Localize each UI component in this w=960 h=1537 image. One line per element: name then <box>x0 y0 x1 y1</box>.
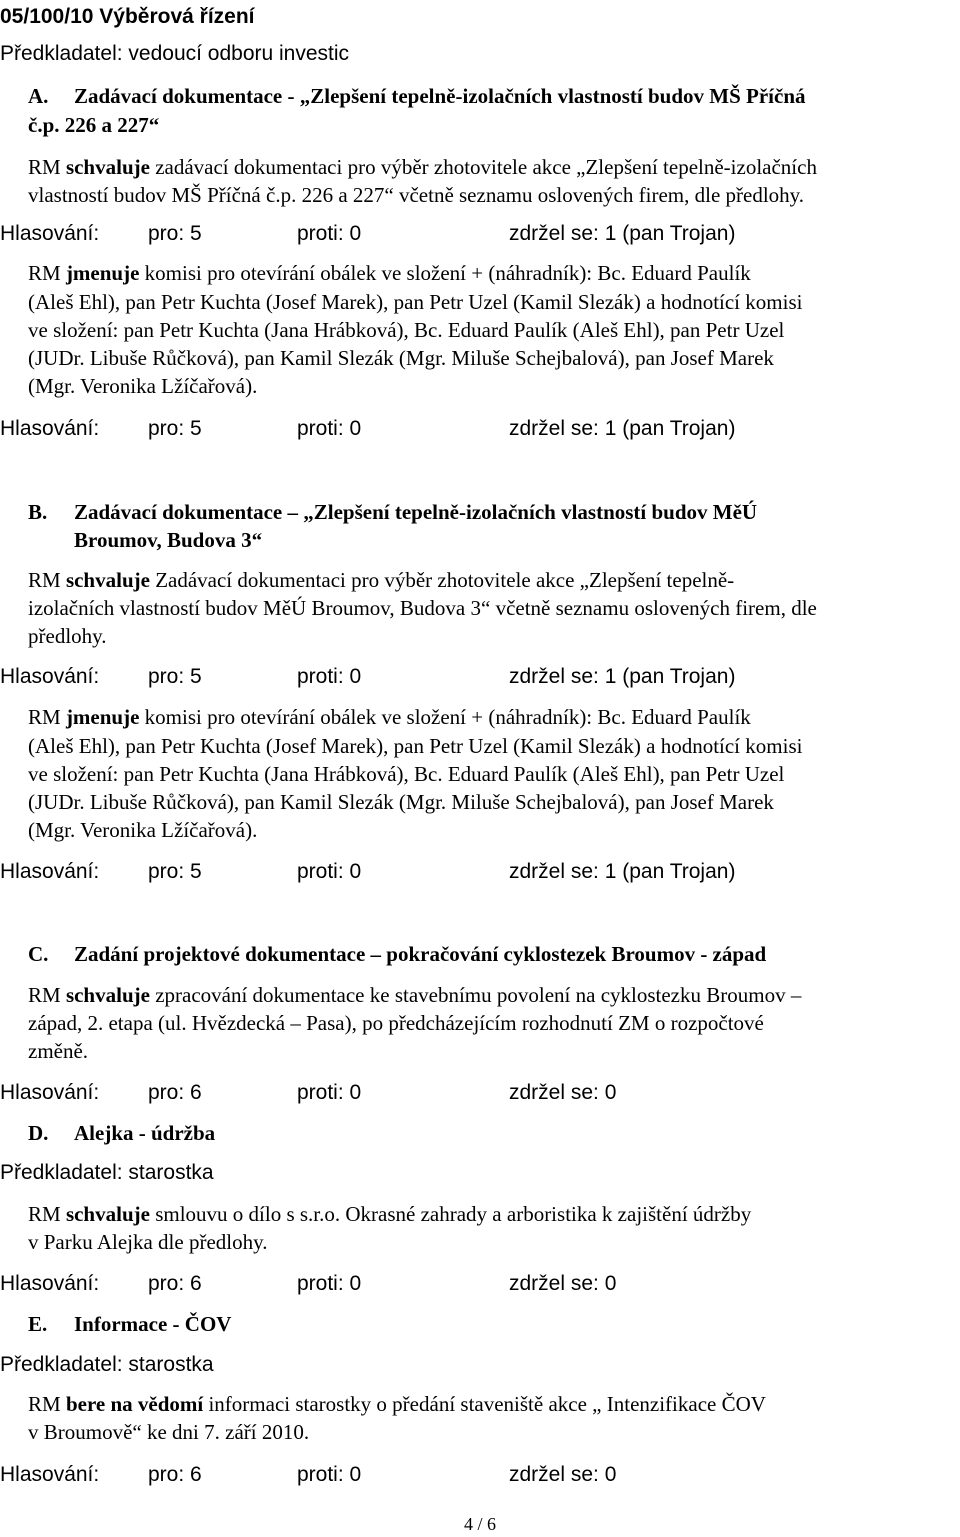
presenter-line: Předkladatel: starostka <box>0 1353 214 1376</box>
section-b-title <box>28 498 757 527</box>
resolution-line: (JUDr. Libuše Růčková), pan Kamil Slezák (Mgr. Miluše Schejbalová), pan Josef Marek <box>28 346 774 370</box>
resolution-line: v Parku Alejka dle předlohy. <box>28 1230 268 1254</box>
section-title-text: Zadávací dokumentace - „Zlepšení tepelně-izolačních vlastností budov MŠ Příčná <box>74 84 806 108</box>
section-c-title <box>28 940 766 969</box>
page-heading: 05/100/10 Výběrová řízení <box>0 5 255 28</box>
resolution-line: vlastností budov MŠ Příčná č.p. 226 a 227“ včetně seznamu oslovených firem, dle předlohy. <box>28 183 805 207</box>
section-title-text: Zadání projektové dokumentace – pokračování cyklostezek Broumov - západ <box>74 942 767 966</box>
resolution-line: (Aleš Ehl), pan Petr Kuchta (Josef Marek), pan Petr Uzel (Kamil Slezák) a hodnotící komisi <box>28 290 803 314</box>
presenter-line: Předkladatel: starostka <box>0 1161 214 1184</box>
section-title-text: Alejka - údržba <box>74 1121 216 1145</box>
section-d-title <box>28 1119 215 1148</box>
section-title-text: Zadávací dokumentace – „Zlepšení tepelně-izolačních vlastností budov MěÚ <box>74 500 758 524</box>
resolution-line: (Aleš Ehl), pan Petr Kuchta (Josef Marek), pan Petr Uzel (Kamil Slezák) a hodnotící komisi <box>28 734 803 758</box>
resolution-line: západ, 2. etapa (ul. Hvězdecká – Pasa), po předcházejícím rozhodnutí ZM o rozpočtové <box>28 1011 764 1035</box>
page-number: 4 / 6 <box>463 1514 496 1534</box>
resolution-line: RM schvaluje zadávací dokumentaci pro výběr zhotovitele akce „Zlepšení tepelně-izolačních <box>28 155 817 179</box>
resolution-line: (Mgr. Veronika Lžíčařová). <box>28 374 258 398</box>
resolution-keyword: jmenuje <box>65 705 140 729</box>
resolution-line: RM schvaluje smlouvu o dílo s s.r.o. Okrasné zahrady a arboristika k zajištění údržby <box>28 1202 752 1226</box>
section-a-title-cont: č.p. 226 a 227“ <box>28 113 160 137</box>
resolution-keyword: jmenuje <box>65 261 140 285</box>
section-letter: D. <box>28 1121 49 1145</box>
section-e-title <box>28 1310 231 1339</box>
section-letter: B. <box>28 500 48 524</box>
section-a-title <box>28 82 806 111</box>
resolution-line: předlohy. <box>28 624 107 648</box>
resolution-line: RM jmenuje komisi pro otevírání obálek ve složení + (náhradník): Bc. Eduard Paulík <box>28 261 751 285</box>
resolution-line: RM bere na vědomí informaci starostky o předání staveniště akce „ Intenzifikace ČOV <box>28 1392 766 1416</box>
resolution-line: RM schvaluje Zadávací dokumentaci pro výběr zhotovitele akce „Zlepšení tepelně- <box>28 568 735 592</box>
resolution-line: změně. <box>28 1039 89 1063</box>
resolution-line: ve složení: pan Petr Kuchta (Jana Hrábková), Bc. Eduard Paulík (Aleš Ehl), pan Petr Uzel <box>28 762 785 786</box>
section-letter: C. <box>28 942 49 966</box>
resolution-keyword: schvaluje <box>65 1202 150 1226</box>
resolution-line: RM jmenuje komisi pro otevírání obálek ve složení + (náhradník): Bc. Eduard Paulík <box>28 705 751 729</box>
resolution-line: ve složení: pan Petr Kuchta (Jana Hrábková), Bc. Eduard Paulík (Aleš Ehl), pan Petr Uzel <box>28 318 785 342</box>
resolution-line: v Broumově“ ke dni 7. září 2010. <box>28 1420 310 1444</box>
section-letter: A. <box>28 84 49 108</box>
section-letter: E. <box>28 1312 48 1336</box>
resolution-line: (JUDr. Libuše Růčková), pan Kamil Slezák (Mgr. Miluše Schejbalová), pan Josef Marek <box>28 790 774 814</box>
resolution-keyword: schvaluje <box>65 983 150 1007</box>
section-title-text: Informace - ČOV <box>74 1312 232 1336</box>
resolution-keyword: schvaluje <box>65 155 150 179</box>
section-b-title-cont: Broumov, Budova 3“ <box>74 528 263 552</box>
resolution-line: (Mgr. Veronika Lžíčařová). <box>28 818 258 842</box>
presenter-line: Předkladatel: vedoucí odboru investic <box>0 42 350 65</box>
resolution-line: RM schvaluje zpracování dokumentace ke stavebnímu povolení na cyklostezku Broumov – <box>28 983 802 1007</box>
resolution-keyword: schvaluje <box>65 568 150 592</box>
resolution-keyword: bere na vědomí <box>65 1392 204 1416</box>
resolution-line: izolačních vlastností budov MěÚ Broumov, Budova 3“ včetně seznamu oslovených firem, dle <box>28 596 817 620</box>
